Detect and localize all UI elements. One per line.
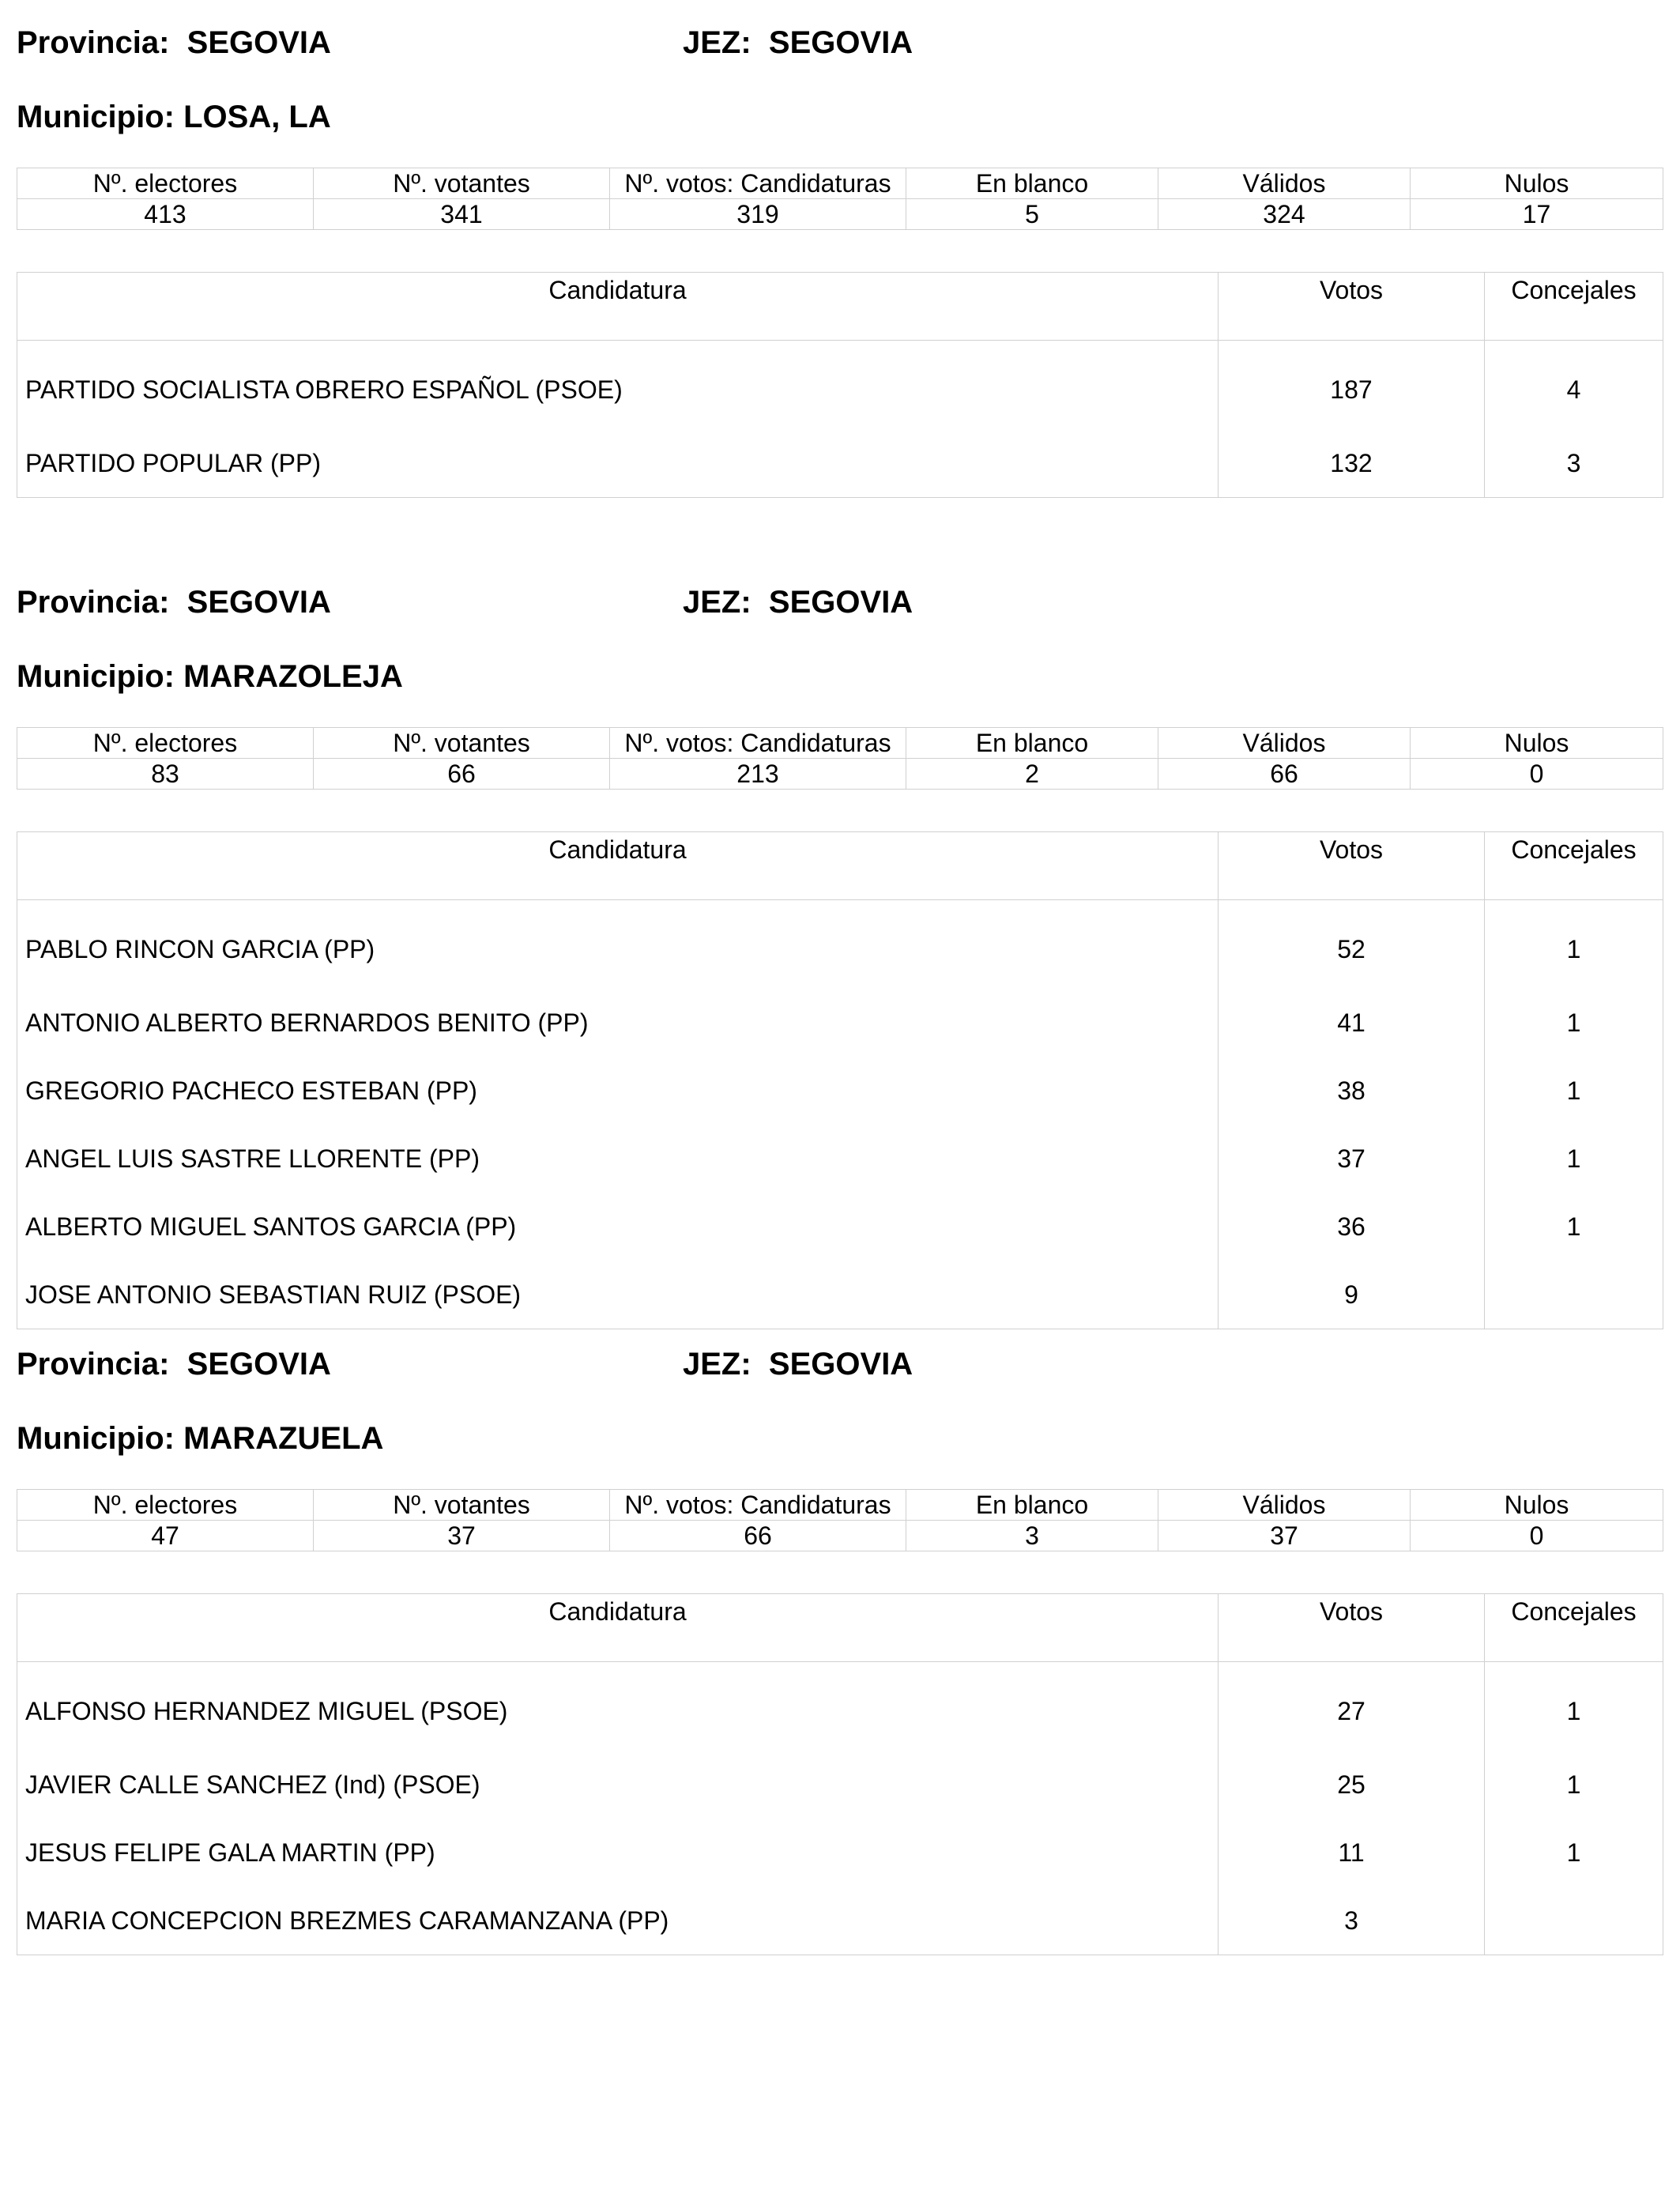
jez-heading: JEZ: SEGOVIA — [683, 1347, 913, 1382]
cand-row — [17, 1057, 1663, 1125]
stats-value-row — [17, 759, 1663, 790]
stats-value-cell: 66 — [1158, 759, 1411, 790]
cand-header-row — [17, 832, 1663, 900]
stats-header-cell: Nulos — [1411, 1490, 1663, 1521]
cand-votos: 36 — [1219, 1193, 1485, 1261]
stats-header-cell: Nº. electores — [17, 168, 314, 199]
cand-name: JESUS FELIPE GALA MARTIN (PP) — [17, 1819, 1219, 1887]
cand-row — [17, 429, 1663, 498]
cand-votos: 187 — [1219, 341, 1485, 430]
cand-concejales: 1 — [1485, 1751, 1663, 1819]
stats-header-cell: Nº. votos: Candidaturas — [610, 1490, 906, 1521]
stats-table — [17, 727, 1663, 790]
stats-header-cell: Nº. votos: Candidaturas — [610, 168, 906, 199]
cand-concejales — [1485, 1261, 1663, 1329]
provincia-heading: Provincia: SEGOVIA — [17, 1347, 331, 1382]
cand-concejales: 1 — [1485, 1125, 1663, 1193]
stats-header-row — [17, 1490, 1663, 1521]
stats-header-row — [17, 728, 1663, 759]
cand-header-cell: Candidatura — [17, 1594, 1219, 1662]
cand-concejales — [1485, 1887, 1663, 1955]
provincia-heading: Provincia: SEGOVIA — [17, 25, 331, 60]
stats-header-row — [17, 168, 1663, 199]
cand-votos: 11 — [1219, 1819, 1485, 1887]
cand-name: ANTONIO ALBERTO BERNARDOS BENITO (PP) — [17, 989, 1219, 1057]
cand-concejales: 1 — [1485, 900, 1663, 990]
stats-header-cell: Nº. electores — [17, 1490, 314, 1521]
cand-votos: 9 — [1219, 1261, 1485, 1329]
cand-header-cell: Votos — [1219, 1594, 1485, 1662]
candidatures-table — [17, 1593, 1663, 1955]
stats-value-cell: 324 — [1158, 199, 1411, 230]
cand-name: PARTIDO SOCIALISTA OBRERO ESPAÑOL (PSOE) — [17, 341, 1219, 430]
stats-value-cell: 37 — [314, 1521, 610, 1551]
stats-table — [17, 168, 1663, 230]
provincia-heading: Provincia: SEGOVIA — [17, 585, 331, 620]
stats-value-cell: 17 — [1411, 199, 1663, 230]
cand-concejales: 4 — [1485, 341, 1663, 430]
cand-votos: 132 — [1219, 429, 1485, 498]
cand-votos: 25 — [1219, 1751, 1485, 1819]
cand-concejales: 1 — [1485, 1662, 1663, 1751]
stats-header-cell: En blanco — [906, 168, 1158, 199]
stats-value-cell: 213 — [610, 759, 906, 790]
stats-header-cell: Nº. votantes — [314, 1490, 610, 1521]
cand-concejales: 1 — [1485, 1057, 1663, 1125]
cand-votos: 27 — [1219, 1662, 1485, 1751]
candidatures-table — [17, 831, 1663, 1329]
cand-row — [17, 341, 1663, 430]
stats-value-cell: 0 — [1411, 759, 1663, 790]
cand-header-cell: Concejales — [1485, 1594, 1663, 1662]
stats-header-cell: En blanco — [906, 728, 1158, 759]
stats-value-cell: 413 — [17, 199, 314, 230]
stats-value-cell: 3 — [906, 1521, 1158, 1551]
jez-heading: JEZ: SEGOVIA — [683, 25, 913, 60]
cand-row — [17, 1887, 1663, 1955]
cand-header-row — [17, 1594, 1663, 1662]
cand-name: JAVIER CALLE SANCHEZ (Ind) (PSOE) — [17, 1751, 1219, 1819]
cand-concejales: 1 — [1485, 989, 1663, 1057]
stats-value-cell: 66 — [314, 759, 610, 790]
cand-name: MARIA CONCEPCION BREZMES CARAMANZANA (PP) — [17, 1887, 1219, 1955]
candidatures-table — [17, 272, 1663, 498]
municipio-heading: Municipio: MARAZUELA — [17, 1421, 384, 1456]
stats-header-cell: Nº. votantes — [314, 728, 610, 759]
stats-value-cell: 47 — [17, 1521, 314, 1551]
cand-name: PABLO RINCON GARCIA (PP) — [17, 900, 1219, 990]
stats-value-cell: 83 — [17, 759, 314, 790]
cand-row — [17, 1193, 1663, 1261]
stats-header-cell: Nº. electores — [17, 728, 314, 759]
cand-header-cell: Votos — [1219, 832, 1485, 900]
cand-row — [17, 1662, 1663, 1751]
cand-name: GREGORIO PACHECO ESTEBAN (PP) — [17, 1057, 1219, 1125]
stats-value-cell: 0 — [1411, 1521, 1663, 1551]
cand-name: PARTIDO POPULAR (PP) — [17, 429, 1219, 498]
stats-table — [17, 1489, 1663, 1551]
stats-value-cell: 319 — [610, 199, 906, 230]
cand-row — [17, 900, 1663, 990]
cand-row — [17, 1261, 1663, 1329]
stats-header-cell: Válidos — [1158, 168, 1411, 199]
stats-header-cell: Nº. votos: Candidaturas — [610, 728, 906, 759]
stats-header-cell: Válidos — [1158, 1490, 1411, 1521]
cand-concejales: 1 — [1485, 1193, 1663, 1261]
cand-row — [17, 1819, 1663, 1887]
stats-value-cell: 2 — [906, 759, 1158, 790]
stats-header-cell: Válidos — [1158, 728, 1411, 759]
jez-heading: JEZ: SEGOVIA — [683, 585, 913, 620]
stats-value-cell: 341 — [314, 199, 610, 230]
cand-name: JOSE ANTONIO SEBASTIAN RUIZ (PSOE) — [17, 1261, 1219, 1329]
cand-votos: 38 — [1219, 1057, 1485, 1125]
stats-value-cell: 66 — [610, 1521, 906, 1551]
cand-row — [17, 1125, 1663, 1193]
cand-header-cell: Candidatura — [17, 273, 1219, 341]
stats-value-row — [17, 199, 1663, 230]
stats-header-cell: En blanco — [906, 1490, 1158, 1521]
stats-header-cell: Nº. votantes — [314, 168, 610, 199]
cand-name: ALBERTO MIGUEL SANTOS GARCIA (PP) — [17, 1193, 1219, 1261]
cand-votos: 41 — [1219, 989, 1485, 1057]
cand-concejales: 3 — [1485, 429, 1663, 498]
cand-votos: 3 — [1219, 1887, 1485, 1955]
stats-value-row — [17, 1521, 1663, 1551]
cand-concejales: 1 — [1485, 1819, 1663, 1887]
cand-votos: 37 — [1219, 1125, 1485, 1193]
stats-value-cell: 5 — [906, 199, 1158, 230]
cand-votos: 52 — [1219, 900, 1485, 990]
stats-header-cell: Nulos — [1411, 168, 1663, 199]
municipio-heading: Municipio: MARAZOLEJA — [17, 659, 403, 694]
stats-value-cell: 37 — [1158, 1521, 1411, 1551]
cand-header-row — [17, 273, 1663, 341]
cand-header-cell: Concejales — [1485, 832, 1663, 900]
cand-name: ANGEL LUIS SASTRE LLORENTE (PP) — [17, 1125, 1219, 1193]
municipio-heading: Municipio: LOSA, LA — [17, 100, 331, 134]
stats-header-cell: Nulos — [1411, 728, 1663, 759]
cand-header-cell: Votos — [1219, 273, 1485, 341]
cand-header-cell: Concejales — [1485, 273, 1663, 341]
cand-row — [17, 1751, 1663, 1819]
cand-name: ALFONSO HERNANDEZ MIGUEL (PSOE) — [17, 1662, 1219, 1751]
cand-row — [17, 989, 1663, 1057]
cand-header-cell: Candidatura — [17, 832, 1219, 900]
